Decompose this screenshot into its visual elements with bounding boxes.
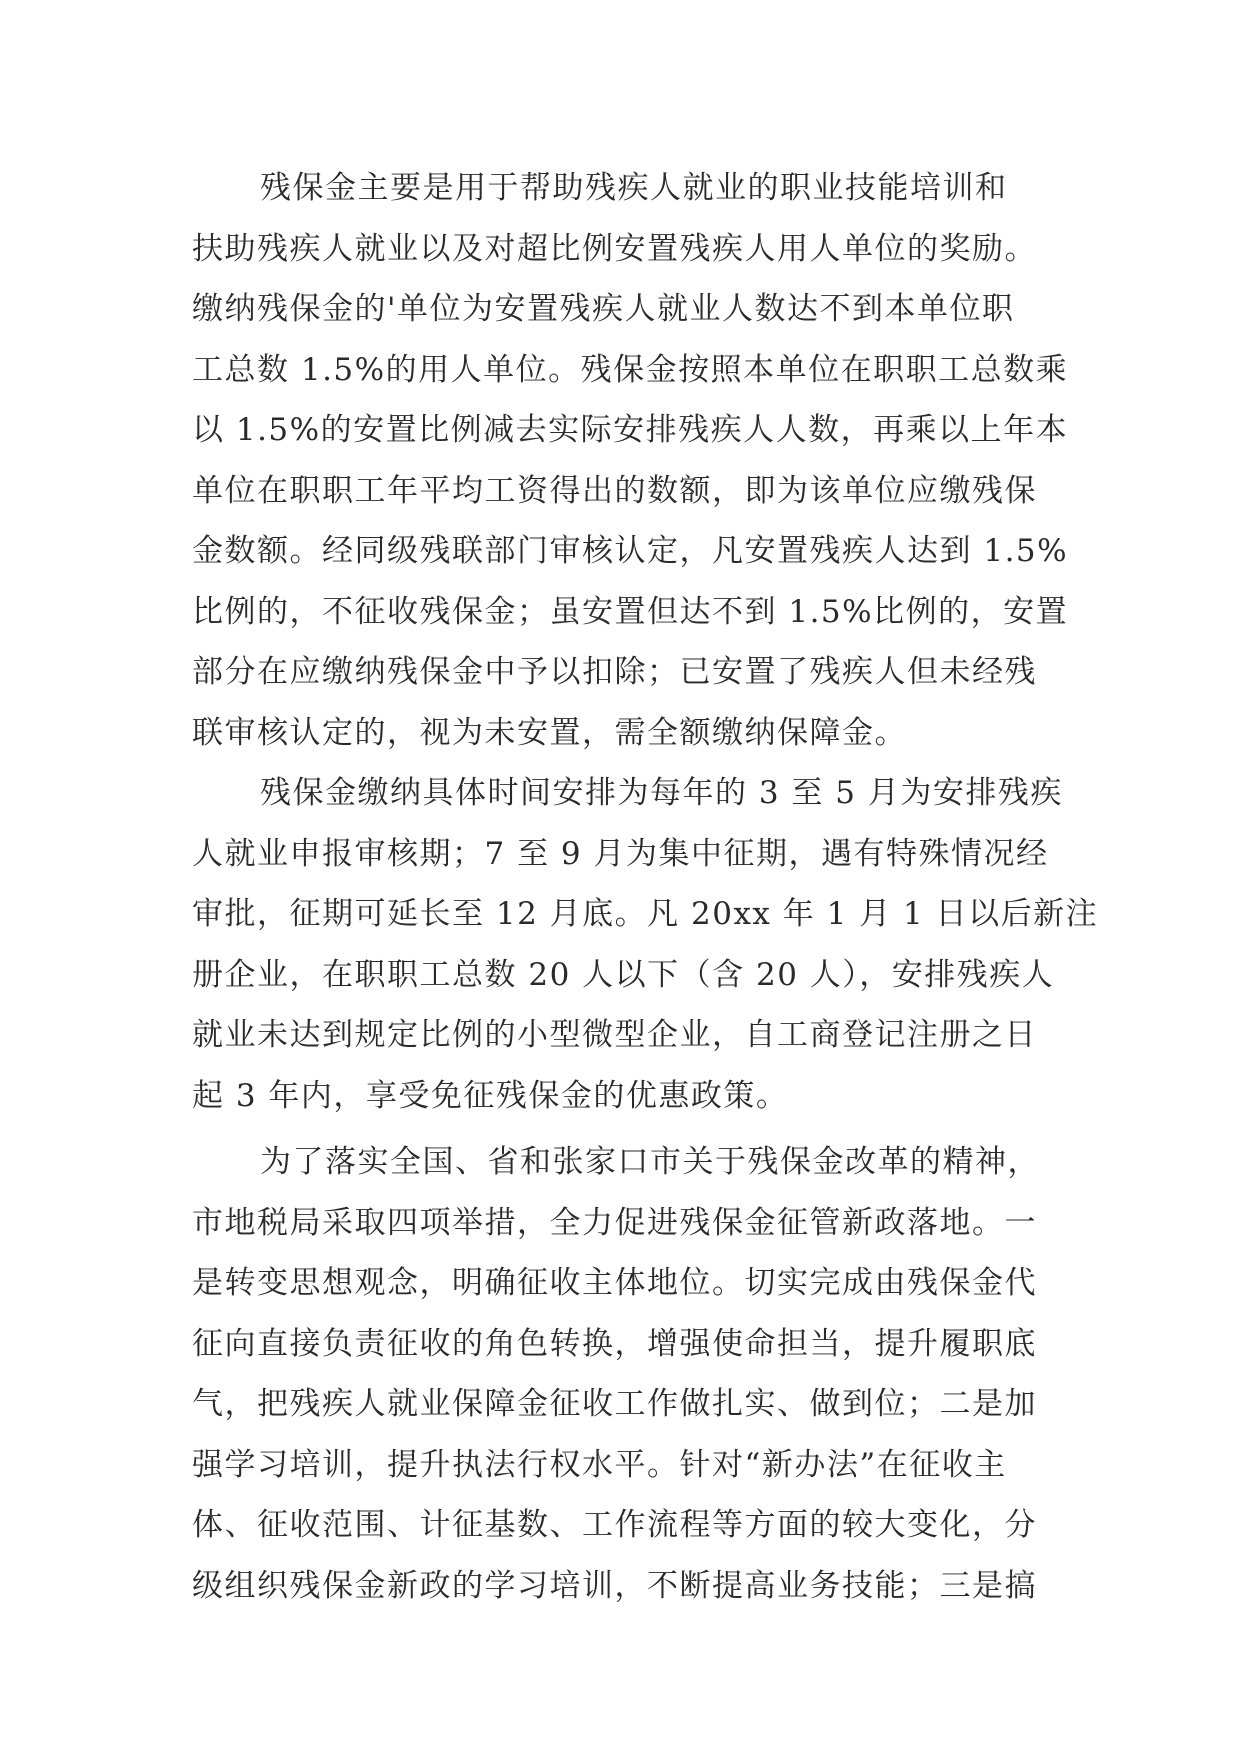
text-line: 级组织残保金新政的学习培训，不断提高业务技能；三是搞 (192, 1567, 1037, 1604)
text-line: 缴纳残保金的'单位为安置残疾人就业人数达不到本单位职 (192, 291, 1015, 327)
text-line: 强学习培训，提升执法行权水平。针对“新办法”在征收主 (192, 1446, 1007, 1483)
text-line: 残保金缴纳具体时间安排为每年的 3 至 5 月为安排残疾 (260, 775, 1063, 811)
text-line: 气，把残疾人就业保障金征收工作做扎实、做到位；二是加 (192, 1386, 1037, 1422)
text-line: 就业未达到规定比例的小型微型企业，自工商登记注册之日 (192, 1017, 1037, 1053)
text-line: 起 3 年内，享受免征残保金的优惠政策。 (192, 1077, 789, 1114)
text-line: 市地税局采取四项举措，全力促进残保金征管新政落地。一 (192, 1204, 1037, 1241)
text-line: 审批，征期可延长至 12 月底。凡 20xx 年 1 月 1 日以后新注 (192, 896, 1099, 932)
document-body (192, 158, 1099, 1616)
text-line: 体、征收范围、计征基数、工作流程等方面的较大变化，分 (192, 1507, 1037, 1543)
paragraph-3 (192, 1132, 1072, 1616)
text-line: 人就业申报审核期；7 至 9 月为集中征期，遇有特殊情况经 (192, 835, 1049, 872)
paragraph-1 (192, 158, 1072, 763)
text-line: 以 1.5%的安置比例减去实际安排残疾人人数，再乘以上年本 (192, 412, 1069, 448)
text-line: 征向直接负责征收的角色转换，增强使命担当，提升履职底 (192, 1325, 1037, 1362)
text-line: 联审核认定的，视为未安置，需全额缴纳保障金。 (192, 714, 907, 751)
text-line: 工总数 1.5%的用人单位。残保金按照本单位在职职工总数乘 (192, 351, 1069, 388)
text-line: 部分在应缴纳残保金中予以扣除；已安置了残疾人但未经残 (192, 654, 1037, 690)
text-line: 为了落实全国、省和张家口市关于残保金改革的精神， (260, 1144, 1040, 1180)
text-line: 金数额。经同级残联部门审核认定，凡安置残疾人达到 1.5% (192, 533, 1069, 569)
paragraph-2 (192, 763, 1099, 1126)
text-line: 册企业，在职职工总数 20 人以下（含 20 人），安排残疾人 (192, 956, 1055, 993)
text-line: 扶助残疾人就业以及对超比例安置残疾人用人单位的奖励。 (192, 230, 1037, 267)
text-line: 比例的，不征收残保金；虽安置但达不到 1.5%比例的，安置 (192, 593, 1069, 630)
text-line: 是转变思想观念，明确征收主体地位。切实完成由残保金代 (192, 1265, 1037, 1301)
text-line: 残保金主要是用于帮助残疾人就业的职业技能培训和 (260, 170, 1008, 206)
text-line: 单位在职职工年平均工资得出的数额，即为该单位应缴残保 (192, 472, 1037, 509)
